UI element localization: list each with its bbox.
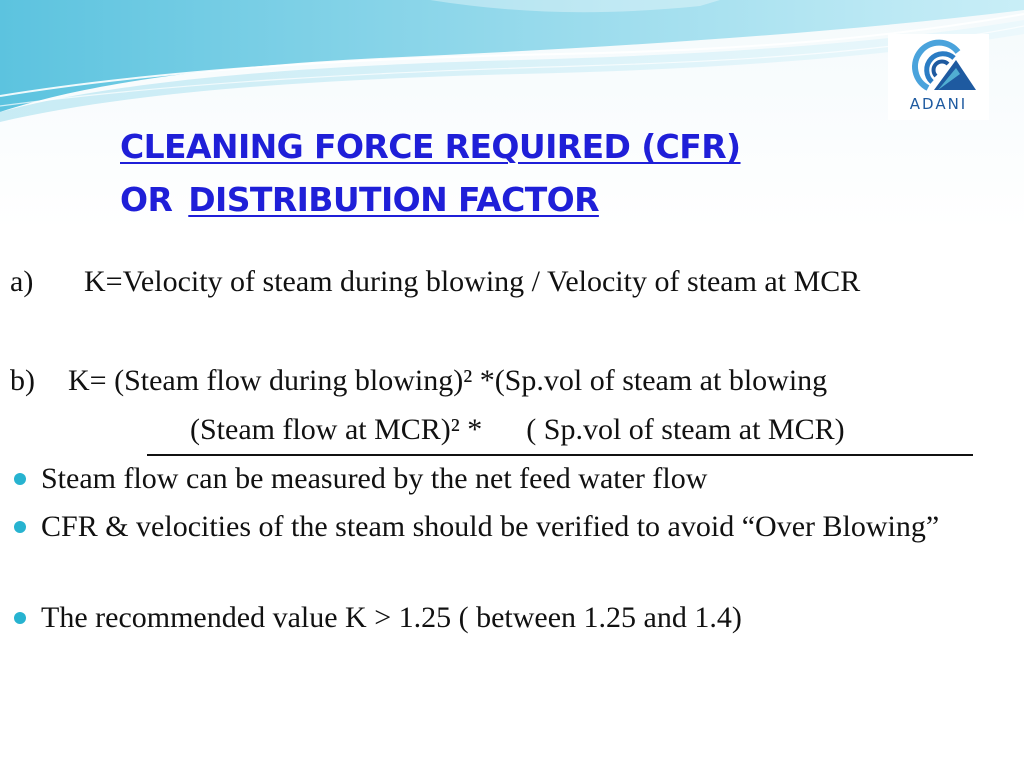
bullet-dot-icon xyxy=(14,521,26,533)
formula-b-numerator xyxy=(10,363,827,399)
logo-text: ADANI xyxy=(909,95,968,113)
formula-b-label: b) xyxy=(10,364,35,397)
fraction-rule xyxy=(147,454,973,456)
slide-title xyxy=(120,120,860,226)
bullet-dot-icon xyxy=(14,612,26,624)
formula-a xyxy=(10,264,860,300)
adani-logo-icon xyxy=(898,38,978,94)
logo xyxy=(888,34,989,120)
bullet-item: CFR & velocities of the steam should be verified to avoid “Over Blowing” xyxy=(41,510,940,543)
formula-b-text: K= (Steam flow during blowing)² *(Sp.vol of steam at blowing xyxy=(68,364,828,397)
denominator-part-2: ( Sp.vol of steam at MCR) xyxy=(526,413,845,446)
title-line-2: OR DISTRIBUTION FACTOR xyxy=(120,180,599,219)
bullet-item: The recommended value K > 1.25 ( between 1.25 and 1.4) xyxy=(41,601,742,634)
wave-banner xyxy=(0,0,1024,130)
formula-a-text: K=Velocity of steam during blowing / Velocity of steam at MCR xyxy=(84,265,861,298)
formula-b-denominator xyxy=(190,412,845,448)
title-line-1: CLEANING FORCE REQUIRED (CFR) xyxy=(120,127,741,166)
bullet-item: Steam flow can be measured by the net feed water flow xyxy=(41,462,708,495)
denominator-part-1: (Steam flow at MCR)² * xyxy=(190,413,483,446)
formula-a-label: a) xyxy=(10,265,34,298)
bullet-dot-icon xyxy=(14,473,26,485)
